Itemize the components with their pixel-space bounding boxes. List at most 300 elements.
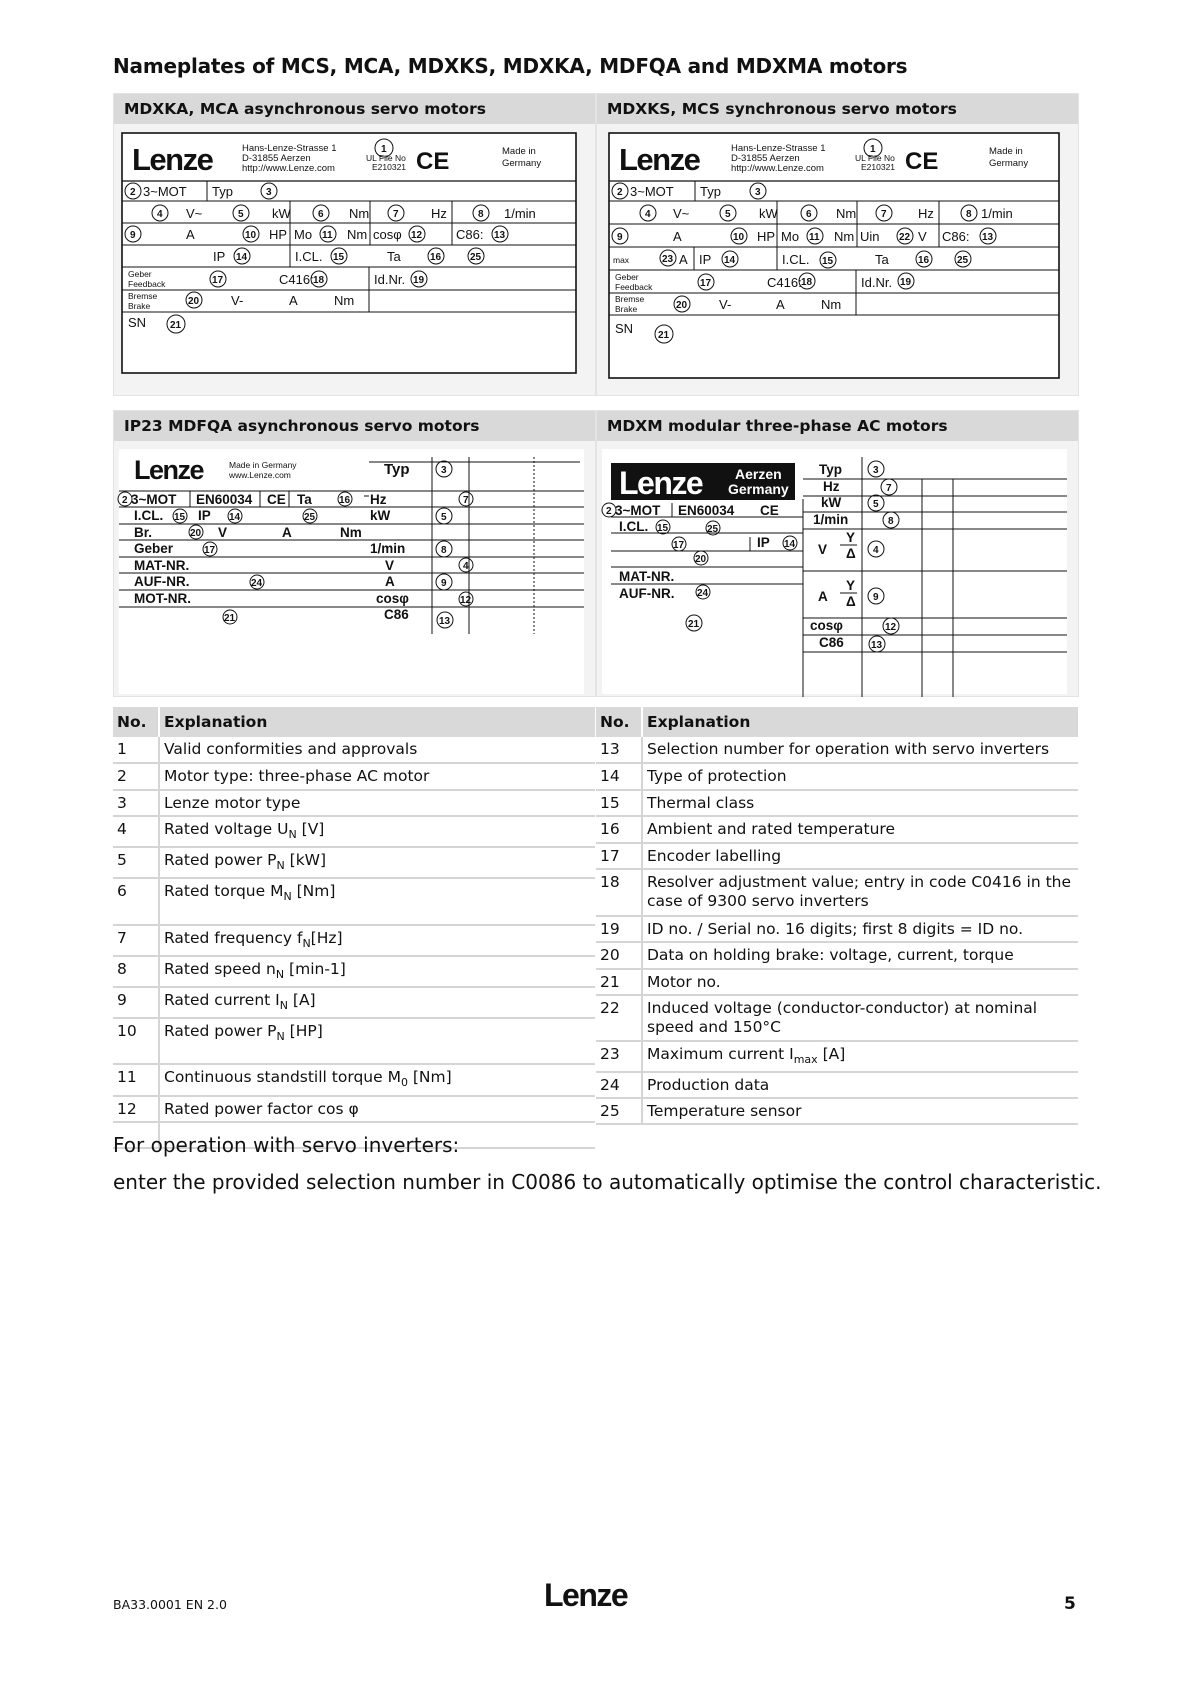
svg-text:12: 12 (411, 230, 423, 241)
svg-text:11: 11 (322, 230, 333, 241)
svg-text:23: 23 (662, 254, 674, 265)
svg-text:3: 3 (441, 465, 447, 476)
svg-text:Brake: Brake (615, 304, 638, 314)
svg-text:1/min: 1/min (813, 512, 849, 527)
row-explanation: Temperature sensor (642, 1098, 1078, 1124)
text: [Nm] (291, 882, 336, 901)
svg-text:Typ: Typ (384, 461, 410, 478)
svg-text:8: 8 (441, 545, 447, 556)
text: Rated frequency f (164, 929, 303, 948)
svg-text:Y: Y (846, 578, 856, 593)
nameplate-mdxm (597, 441, 1080, 697)
row-number: 17 (596, 843, 642, 869)
row-explanation: Resolver adjustment value; entry in code C0416 in the case of 9300 servo inverters (642, 869, 1078, 916)
svg-text:16: 16 (918, 255, 930, 266)
page-title: Nameplates of MCS, MCA, MDXKS, MDXKA, MDFQA and MDXMA motors (113, 54, 908, 78)
subscript: N (283, 890, 292, 904)
text: [Hz] (310, 929, 343, 948)
svg-text:C86:: C86: (942, 229, 970, 244)
svg-text:17: 17 (204, 545, 216, 556)
row-explanation: Type of protection (642, 763, 1078, 790)
svg-text:Brake: Brake (128, 301, 151, 311)
subscript: N (288, 828, 297, 842)
svg-text:Δ: Δ (846, 594, 856, 609)
table-row (113, 790, 595, 816)
svg-text:7: 7 (393, 209, 399, 220)
row-number: 8 (113, 956, 159, 987)
svg-text:3~MOT: 3~MOT (131, 492, 177, 507)
svg-text:D-31855 Aerzen: D-31855 Aerzen (731, 153, 800, 164)
svg-text:Hans-Lenze-Strasse 1: Hans-Lenze-Strasse 1 (731, 143, 826, 154)
row-explanation (159, 925, 595, 956)
header-explanation: Explanation (642, 707, 1078, 737)
svg-text:19: 19 (900, 277, 912, 288)
svg-text:14: 14 (784, 539, 796, 550)
svg-text:MAT-NR.: MAT-NR. (134, 558, 190, 573)
svg-text:Δ: Δ (846, 546, 856, 561)
svg-text:1: 1 (381, 144, 387, 155)
svg-text:C86: C86 (819, 635, 844, 650)
svg-text:Bremse: Bremse (128, 291, 158, 301)
svg-text:Typ: Typ (819, 462, 842, 477)
svg-text:AUF-NR.: AUF-NR. (134, 574, 190, 589)
row-number: 24 (596, 1072, 642, 1098)
svg-text:C86: C86 (384, 607, 409, 622)
row-explanation (159, 847, 595, 878)
svg-text:7: 7 (463, 495, 469, 506)
svg-text:11: 11 (809, 232, 820, 243)
panel-title: MDXM modular three-phase AC motors (597, 411, 1078, 441)
row-number: 19 (596, 916, 642, 942)
svg-text:CE: CE (760, 503, 779, 518)
svg-text:CE: CE (267, 492, 286, 507)
svg-text:2: 2 (130, 187, 136, 198)
header-no: No. (113, 707, 159, 737)
svg-text:9: 9 (130, 230, 136, 241)
table-row (596, 816, 1078, 843)
table-row (113, 763, 595, 790)
svg-text:kW: kW (370, 508, 391, 523)
svg-text:A: A (776, 297, 785, 312)
row-number: 10 (113, 1018, 159, 1064)
svg-text:22: 22 (899, 232, 911, 243)
table-row (113, 878, 595, 925)
svg-text:13: 13 (494, 230, 506, 241)
nameplate-mdfqa (114, 441, 597, 697)
row-number: 22 (596, 995, 642, 1041)
svg-text:I.CL.: I.CL. (782, 252, 810, 267)
svg-text:16: 16 (430, 252, 442, 263)
svg-text:HP: HP (757, 229, 776, 244)
svg-text:D-31855 Aerzen: D-31855 Aerzen (242, 153, 311, 164)
svg-text:EN60034: EN60034 (678, 503, 735, 518)
svg-text:13: 13 (439, 616, 451, 627)
subscript: N (276, 1030, 285, 1044)
svg-text:2: 2 (122, 495, 128, 506)
svg-text:Id.Nr.: Id.Nr. (861, 275, 893, 290)
text: Continuous standstill torque M (164, 1068, 401, 1087)
svg-text:Uin: Uin (860, 229, 880, 244)
row-explanation: Valid conformities and approvals (159, 737, 595, 763)
row-number: 1 (113, 737, 159, 763)
row-explanation: ID no. / Serial no. 16 digits; first 8 digits = ID no. (642, 916, 1078, 942)
svg-text:Id.Nr.: Id.Nr. (374, 272, 406, 287)
svg-text:V: V (818, 542, 828, 557)
svg-text:1/min: 1/min (504, 206, 536, 221)
row-explanation: Ambient and rated temperature (642, 816, 1078, 843)
text: Rated voltage U (164, 820, 289, 838)
row-explanation: Thermal class (642, 790, 1078, 816)
subscript: N (275, 968, 285, 982)
panel-mdxm (596, 410, 1079, 697)
svg-text:http://www.Lenze.com: http://www.Lenze.com (731, 163, 824, 174)
svg-text:4: 4 (463, 561, 469, 572)
text: [A] (287, 991, 316, 1010)
svg-text:2: 2 (617, 187, 623, 198)
table-row (596, 843, 1078, 869)
svg-text:15: 15 (174, 512, 186, 523)
svg-text:3: 3 (873, 465, 879, 476)
svg-text:19: 19 (413, 275, 425, 286)
svg-text:Made in: Made in (989, 146, 1023, 157)
svg-text:Geber: Geber (128, 269, 152, 279)
svg-text:17: 17 (700, 278, 712, 289)
explanation-table-left (113, 707, 595, 1149)
svg-text:24: 24 (697, 588, 709, 599)
svg-text:MOT-NR.: MOT-NR. (134, 591, 191, 606)
svg-text:IP: IP (213, 249, 226, 264)
text: Maximum current I (647, 1045, 794, 1063)
svg-text:IP: IP (757, 535, 770, 550)
panel-title: MDXKS, MCS synchronous servo motors (597, 94, 1078, 124)
svg-text:20: 20 (188, 296, 200, 307)
svg-text:20: 20 (695, 554, 707, 565)
svg-text:HP: HP (269, 227, 288, 242)
svg-text:14: 14 (229, 512, 241, 523)
svg-text:Nm: Nm (334, 293, 355, 308)
svg-text:Nm: Nm (836, 206, 857, 221)
panel-mdfqa (113, 410, 596, 697)
svg-text:4: 4 (873, 545, 879, 556)
text: [HP] (284, 1022, 323, 1041)
svg-text:Hz: Hz (370, 492, 387, 507)
svg-text:SN: SN (615, 321, 634, 336)
svg-text:Typ: Typ (212, 184, 233, 199)
svg-text:Hz: Hz (431, 206, 447, 221)
svg-text:10: 10 (245, 230, 257, 241)
lenze-logo: Lenze (132, 142, 213, 177)
table-row (596, 1098, 1078, 1124)
text: Rated current I (164, 991, 280, 1010)
subscript: 0 (400, 1076, 408, 1090)
table-row (596, 790, 1078, 816)
svg-text:17: 17 (673, 540, 685, 551)
svg-text:1/min: 1/min (370, 541, 406, 556)
footer-doc-ref: BA33.0001 EN 2.0 (113, 1597, 227, 1612)
svg-text:10: 10 (733, 232, 745, 243)
row-number: 2 (113, 763, 159, 790)
svg-text:V: V (385, 558, 395, 573)
svg-text:16: 16 (339, 495, 351, 506)
row-explanation (159, 878, 595, 925)
table-row (596, 737, 1078, 763)
svg-text:SN: SN (128, 315, 147, 330)
subscript: N (279, 999, 288, 1013)
subscript: N (302, 937, 311, 951)
svg-text:cosφ: cosφ (373, 227, 402, 242)
svg-text:kW: kW (272, 206, 291, 221)
panel-mdxks-mcs (596, 93, 1079, 396)
svg-text:15: 15 (333, 252, 345, 263)
svg-text:Mo: Mo (781, 229, 800, 244)
footer-lenze-logo: Lenze (544, 1577, 628, 1613)
table-row (596, 995, 1078, 1041)
table-row (596, 763, 1078, 790)
row-number: 3 (113, 790, 159, 816)
subscript: N (276, 859, 285, 873)
table-row (113, 1096, 595, 1122)
explanation-table-right (596, 707, 1078, 1125)
text: Rated speed n (164, 960, 276, 979)
svg-text:Nm: Nm (347, 227, 368, 242)
row-number: 15 (596, 790, 642, 816)
svg-text:Geber: Geber (615, 272, 639, 282)
row-number: 25 (596, 1098, 642, 1124)
svg-text:12: 12 (460, 595, 472, 606)
svg-text:5: 5 (725, 209, 731, 220)
table-row (113, 847, 595, 878)
svg-text:E210321: E210321 (861, 162, 896, 172)
svg-text:25: 25 (707, 524, 719, 535)
svg-text:17: 17 (212, 275, 224, 286)
svg-text:5: 5 (238, 209, 244, 220)
row-number: 18 (596, 869, 642, 916)
row-explanation: Induced voltage (conductor-conductor) at nominal speed and 150°C (642, 995, 1078, 1041)
svg-text:V: V (918, 229, 927, 244)
svg-text:25: 25 (957, 255, 969, 266)
note-line-1: For operation with servo inverters: (113, 1133, 460, 1157)
text: [V] (296, 820, 325, 838)
svg-text:V~: V~ (673, 206, 690, 221)
svg-text:18: 18 (801, 277, 813, 288)
svg-text:A: A (289, 293, 298, 308)
row-explanation (159, 1018, 595, 1064)
svg-text:Germany: Germany (989, 158, 1029, 169)
svg-text:V-: V- (231, 293, 244, 308)
svg-text:21: 21 (224, 613, 236, 624)
svg-text:13: 13 (982, 232, 994, 243)
svg-text:8: 8 (966, 209, 972, 220)
text: [A] (817, 1045, 846, 1063)
svg-text:Nm: Nm (834, 229, 855, 244)
row-number: 16 (596, 816, 642, 843)
text: Rated power P (164, 1022, 277, 1041)
svg-text:3~MOT: 3~MOT (630, 184, 674, 199)
svg-text:9: 9 (617, 232, 623, 243)
svg-text:25: 25 (470, 252, 482, 263)
svg-text:Lenze: Lenze (619, 142, 700, 177)
svg-text:C416:: C416: (767, 275, 802, 290)
svg-text:Germany: Germany (728, 481, 789, 497)
table-row (113, 987, 595, 1018)
row-explanation (159, 1064, 595, 1095)
svg-text:kW: kW (821, 495, 842, 510)
svg-text:Made in: Made in (502, 146, 536, 157)
svg-text:UL File No: UL File No (855, 153, 895, 163)
svg-text:IP: IP (699, 252, 712, 267)
svg-text:Br.: Br. (134, 525, 153, 540)
svg-text:Ta: Ta (875, 252, 889, 267)
svg-text:9: 9 (441, 578, 447, 589)
subscript: max (793, 1053, 818, 1067)
svg-text:Nm: Nm (821, 297, 842, 312)
svg-text:25: 25 (304, 512, 316, 523)
svg-text:12: 12 (885, 622, 897, 633)
svg-text:Nm: Nm (349, 206, 370, 221)
svg-text:cosφ: cosφ (810, 618, 843, 633)
svg-text:IP: IP (198, 508, 211, 523)
row-number: 5 (113, 847, 159, 878)
svg-text:21: 21 (658, 330, 670, 341)
svg-text:Made in Germany: Made in Germany (229, 460, 297, 470)
note-line-2: enter the provided selection number in C0086 to automatically optimise the control characteristic. (113, 1170, 1102, 1194)
table-row (113, 1064, 595, 1095)
row-number: 12 (113, 1096, 159, 1122)
svg-text:A: A (679, 252, 688, 267)
svg-text:1/min: 1/min (981, 206, 1013, 221)
svg-text:V~: V~ (186, 206, 203, 221)
svg-text:Germany: Germany (502, 158, 542, 169)
text: Rated torque M (164, 882, 284, 901)
svg-text:Feedback: Feedback (128, 279, 166, 289)
row-number: 6 (113, 878, 159, 925)
svg-text:21: 21 (170, 320, 182, 331)
text: Rated power P (164, 851, 277, 870)
svg-text:A: A (385, 574, 395, 589)
svg-text:Lenze: Lenze (619, 465, 703, 501)
row-explanation (159, 987, 595, 1018)
table-row (113, 956, 595, 987)
page-number: 5 (1064, 1594, 1076, 1614)
svg-text:A: A (818, 589, 828, 604)
row-number: 9 (113, 987, 159, 1018)
header-no: No. (596, 707, 642, 737)
svg-text:max: max (613, 255, 630, 265)
panel-title: MDXKA, MCA asynchronous servo motors (114, 94, 595, 124)
svg-text:7: 7 (886, 483, 892, 494)
table-row (113, 816, 595, 847)
svg-text:Feedback: Feedback (615, 282, 653, 292)
svg-text:I.CL.: I.CL. (134, 508, 164, 523)
row-number: 11 (113, 1064, 159, 1095)
row-explanation (159, 816, 595, 847)
table-row (113, 1018, 595, 1064)
row-number: 13 (596, 737, 642, 763)
svg-text:Nm: Nm (340, 525, 362, 540)
svg-text:A: A (186, 227, 195, 242)
svg-text:I.CL.: I.CL. (295, 249, 323, 264)
svg-text:1: 1 (870, 144, 876, 155)
svg-text:Aerzen: Aerzen (735, 466, 782, 482)
svg-text:A: A (673, 229, 682, 244)
svg-text:24: 24 (251, 578, 263, 589)
svg-text:5: 5 (873, 499, 879, 510)
text: [Nm] (407, 1068, 452, 1087)
svg-text:C416:: C416: (279, 272, 314, 287)
svg-text:15: 15 (822, 256, 834, 267)
row-explanation: Lenze motor type (159, 790, 595, 816)
svg-text:8: 8 (478, 209, 484, 220)
row-explanation: Motor no. (642, 969, 1078, 995)
svg-text:20: 20 (676, 300, 688, 311)
svg-text:CE: CE (905, 148, 939, 175)
svg-text:13: 13 (871, 640, 883, 651)
row-explanation (642, 1041, 1078, 1072)
svg-text:Typ: Typ (700, 184, 721, 199)
row-explanation: Encoder labelling (642, 843, 1078, 869)
svg-text:14: 14 (724, 255, 736, 266)
svg-text:http://www.Lenze.com: http://www.Lenze.com (242, 163, 335, 174)
svg-text:6: 6 (806, 209, 812, 220)
svg-text:4: 4 (645, 209, 651, 220)
table-row (596, 916, 1078, 942)
svg-text:6: 6 (318, 209, 324, 220)
svg-text:V: V (218, 525, 228, 540)
row-number: 4 (113, 816, 159, 847)
svg-text:3: 3 (755, 187, 761, 198)
row-number: 7 (113, 925, 159, 956)
svg-text:20: 20 (190, 528, 202, 539)
svg-text:7: 7 (881, 209, 887, 220)
svg-text:14: 14 (236, 252, 248, 263)
row-explanation: Rated power factor cos φ (159, 1096, 595, 1122)
row-explanation: Data on holding brake: voltage, current, torque (642, 942, 1078, 969)
table-row (596, 942, 1078, 969)
svg-text:Lenze: Lenze (134, 455, 204, 485)
panel-mdxka-mca (113, 93, 596, 396)
table-row (113, 925, 595, 956)
svg-text:C86:: C86: (456, 227, 484, 242)
svg-text:UL File No: UL File No (366, 153, 406, 163)
svg-text:Hz: Hz (918, 206, 934, 221)
svg-text:15: 15 (657, 523, 669, 534)
row-number: 21 (596, 969, 642, 995)
row-number: 23 (596, 1041, 642, 1072)
row-explanation: Selection number for operation with servo inverters (642, 737, 1078, 763)
svg-text:CE: CE (416, 148, 450, 175)
svg-text:3~MOT: 3~MOT (143, 184, 187, 199)
svg-text:www.Lenze.com: www.Lenze.com (229, 470, 291, 480)
svg-text:3~MOT: 3~MOT (615, 503, 661, 518)
table-row (596, 1072, 1078, 1098)
svg-text:Hz: Hz (823, 479, 840, 494)
svg-text:3: 3 (266, 187, 272, 198)
svg-text:A: A (282, 525, 292, 540)
svg-text:8: 8 (888, 516, 894, 527)
svg-text:2: 2 (606, 506, 612, 517)
svg-text:E210321: E210321 (372, 162, 407, 172)
header-explanation: Explanation (159, 707, 595, 737)
svg-text:V-: V- (719, 297, 732, 312)
svg-text:Hans-Lenze-Strasse 1: Hans-Lenze-Strasse 1 (242, 143, 337, 154)
svg-text:EN60034: EN60034 (196, 492, 253, 507)
svg-text:9: 9 (873, 592, 879, 603)
svg-text:I.CL.: I.CL. (619, 519, 649, 534)
svg-text:21: 21 (688, 619, 700, 630)
text: [kW] (284, 851, 327, 870)
row-number: 14 (596, 763, 642, 790)
row-explanation: Production data (642, 1072, 1078, 1098)
